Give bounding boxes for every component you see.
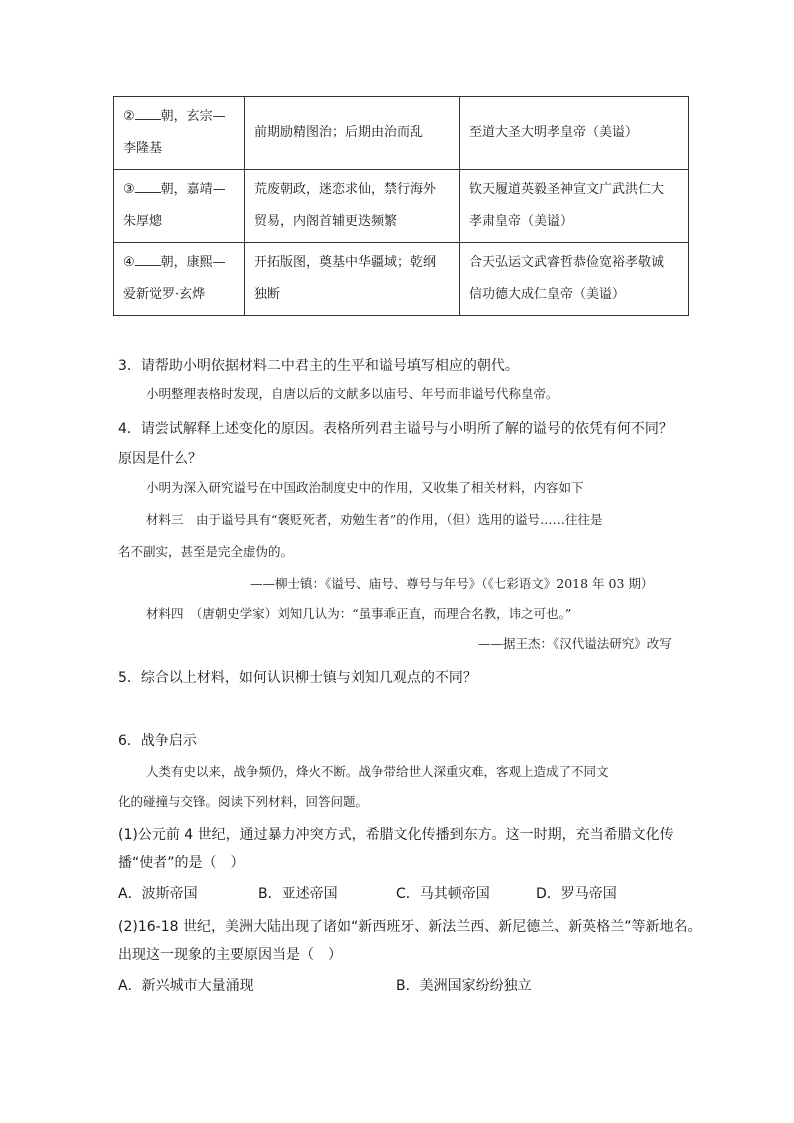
fill-blank[interactable] bbox=[135, 107, 161, 120]
table-row bbox=[114, 170, 689, 243]
deeds-cell bbox=[245, 170, 460, 243]
deeds-cell bbox=[245, 243, 460, 316]
sub-question-1-line-2: 播“使者”的是（ ） bbox=[118, 855, 245, 871]
emperor-title: 朝，康熙— bbox=[160, 255, 226, 270]
option-c[interactable]: C．马其顿帝国 bbox=[396, 886, 490, 902]
question-5: 5．综合以上材料，如何认识柳士镇与刘知几观点的不同？ bbox=[118, 670, 477, 686]
deeds-cell bbox=[245, 97, 460, 170]
posthumous-name: 至道大圣大明孝皇帝（美谥） bbox=[469, 125, 639, 140]
emperor-table bbox=[113, 96, 689, 316]
material-3-line-2: 名不副实，甚至是完全虚伪的。 bbox=[118, 544, 294, 559]
dynasty-cell bbox=[114, 170, 245, 243]
posthumous-name: 合天弘运文武睿哲恭俭宽裕孝敬诚 bbox=[469, 255, 665, 270]
option-a[interactable]: A．新兴城市大量涌现 bbox=[118, 978, 254, 994]
deeds-text: 荒废朝政，迷恋求仙，禁行海外 bbox=[254, 182, 437, 197]
question-3-note: 小明整理表格时发现，自唐以后的文献多以庙号、年号而非谥号代称皇帝。 bbox=[146, 386, 559, 401]
deeds-text: 前期励精图治；后期由治而乱 bbox=[254, 125, 424, 140]
emperor-name: 李隆基 bbox=[123, 141, 163, 156]
sub-question-1-line-1: (1)公元前 4 世纪，通过暴力冲突方式，希腊文化传播到东方。这一时期，充当希腊文化传 bbox=[118, 827, 674, 843]
question-6-intro-line-2: 化的碰撞与交锋。阅读下列材料，回答问题。 bbox=[118, 794, 369, 809]
deeds-text: 开拓版图，奠基中华疆域；乾纲 bbox=[254, 255, 437, 270]
material-4-line-1: 材料四 （唐朝史学家）刘知几认为：“虽事乖正直，而理合名教，讳之可也。” bbox=[146, 606, 572, 621]
question-3: 3．请帮助小明依据材料二中君主的生平和谥号填写相应的朝代。 bbox=[118, 358, 519, 374]
row-number: ③ bbox=[123, 182, 135, 197]
fill-blank[interactable] bbox=[135, 180, 161, 193]
table-row bbox=[114, 97, 689, 170]
question-4-line-2: 原因是什么？ bbox=[118, 451, 202, 467]
posthumous-name: 孝肃皇帝（美谥） bbox=[469, 214, 574, 229]
posthumous-name: 钦天履道英毅圣神宣文广武洪仁大 bbox=[469, 182, 665, 197]
posthumous-name: 信功德大成仁皇帝（美谥） bbox=[469, 287, 626, 302]
option-a[interactable]: A．波斯帝国 bbox=[118, 886, 198, 902]
emperor-name: 爱新觉罗·玄烨 bbox=[123, 287, 206, 302]
dynasty-cell bbox=[114, 243, 245, 316]
question-6-intro-line-1: 人类有史以来，战争频仍，烽火不断。战争带给世人深重灾难，客观上造成了不同文 bbox=[146, 764, 609, 779]
question-4-line-1: 4．请尝试解释上述变化的原因。表格所列君主谥号与小明所了解的谥号的依凭有何不同？ bbox=[118, 421, 673, 437]
question-6-title: 6．战争启示 bbox=[118, 733, 197, 749]
option-b[interactable]: B．美洲国家纷纷独立 bbox=[396, 978, 532, 994]
option-d[interactable]: D．罗马帝国 bbox=[536, 886, 617, 902]
material-3-source: ——柳士镇：《谥号、庙号、尊号与年号》（《七彩语文》2018 年 03 期） bbox=[250, 576, 654, 591]
row-number: ② bbox=[123, 109, 135, 124]
material-4-source: ——据王杰：《汉代谥法研究》改写 bbox=[478, 636, 672, 651]
fill-blank[interactable] bbox=[135, 253, 161, 266]
deeds-text: 贸易，内阁首辅更迭频繁 bbox=[254, 214, 398, 229]
emperor-name: 朱厚熜 bbox=[123, 214, 163, 229]
posthumous-name-cell bbox=[460, 97, 689, 170]
material-intro: 小明为深入研究谥号在中国政治制度史中的作用，又收集了相关材料，内容如下 bbox=[146, 480, 584, 495]
option-b[interactable]: B．亚述帝国 bbox=[258, 886, 338, 902]
posthumous-name-cell bbox=[460, 170, 689, 243]
sub-question-2-line-1: (2)16-18 世纪，美洲大陆出现了诸如“新西班牙、新法兰西、新尼德兰、新英格兰”等新地名。 bbox=[118, 919, 702, 935]
dynasty-cell bbox=[114, 97, 245, 170]
row-number: ④ bbox=[123, 255, 135, 270]
sub-question-2-line-2: 出现这一现象的主要原因当是（ ） bbox=[118, 947, 342, 963]
emperor-title: 朝，嘉靖— bbox=[160, 182, 226, 197]
deeds-text: 独断 bbox=[254, 287, 281, 302]
material-3-line-1: 材料三 由于谥号具有“褒贬死者，劝勉生者”的作用，（但）选用的谥号……往往是 bbox=[146, 512, 603, 527]
posthumous-name-cell bbox=[460, 243, 689, 316]
emperor-title: 朝，玄宗— bbox=[160, 109, 226, 124]
table-row bbox=[114, 243, 689, 316]
